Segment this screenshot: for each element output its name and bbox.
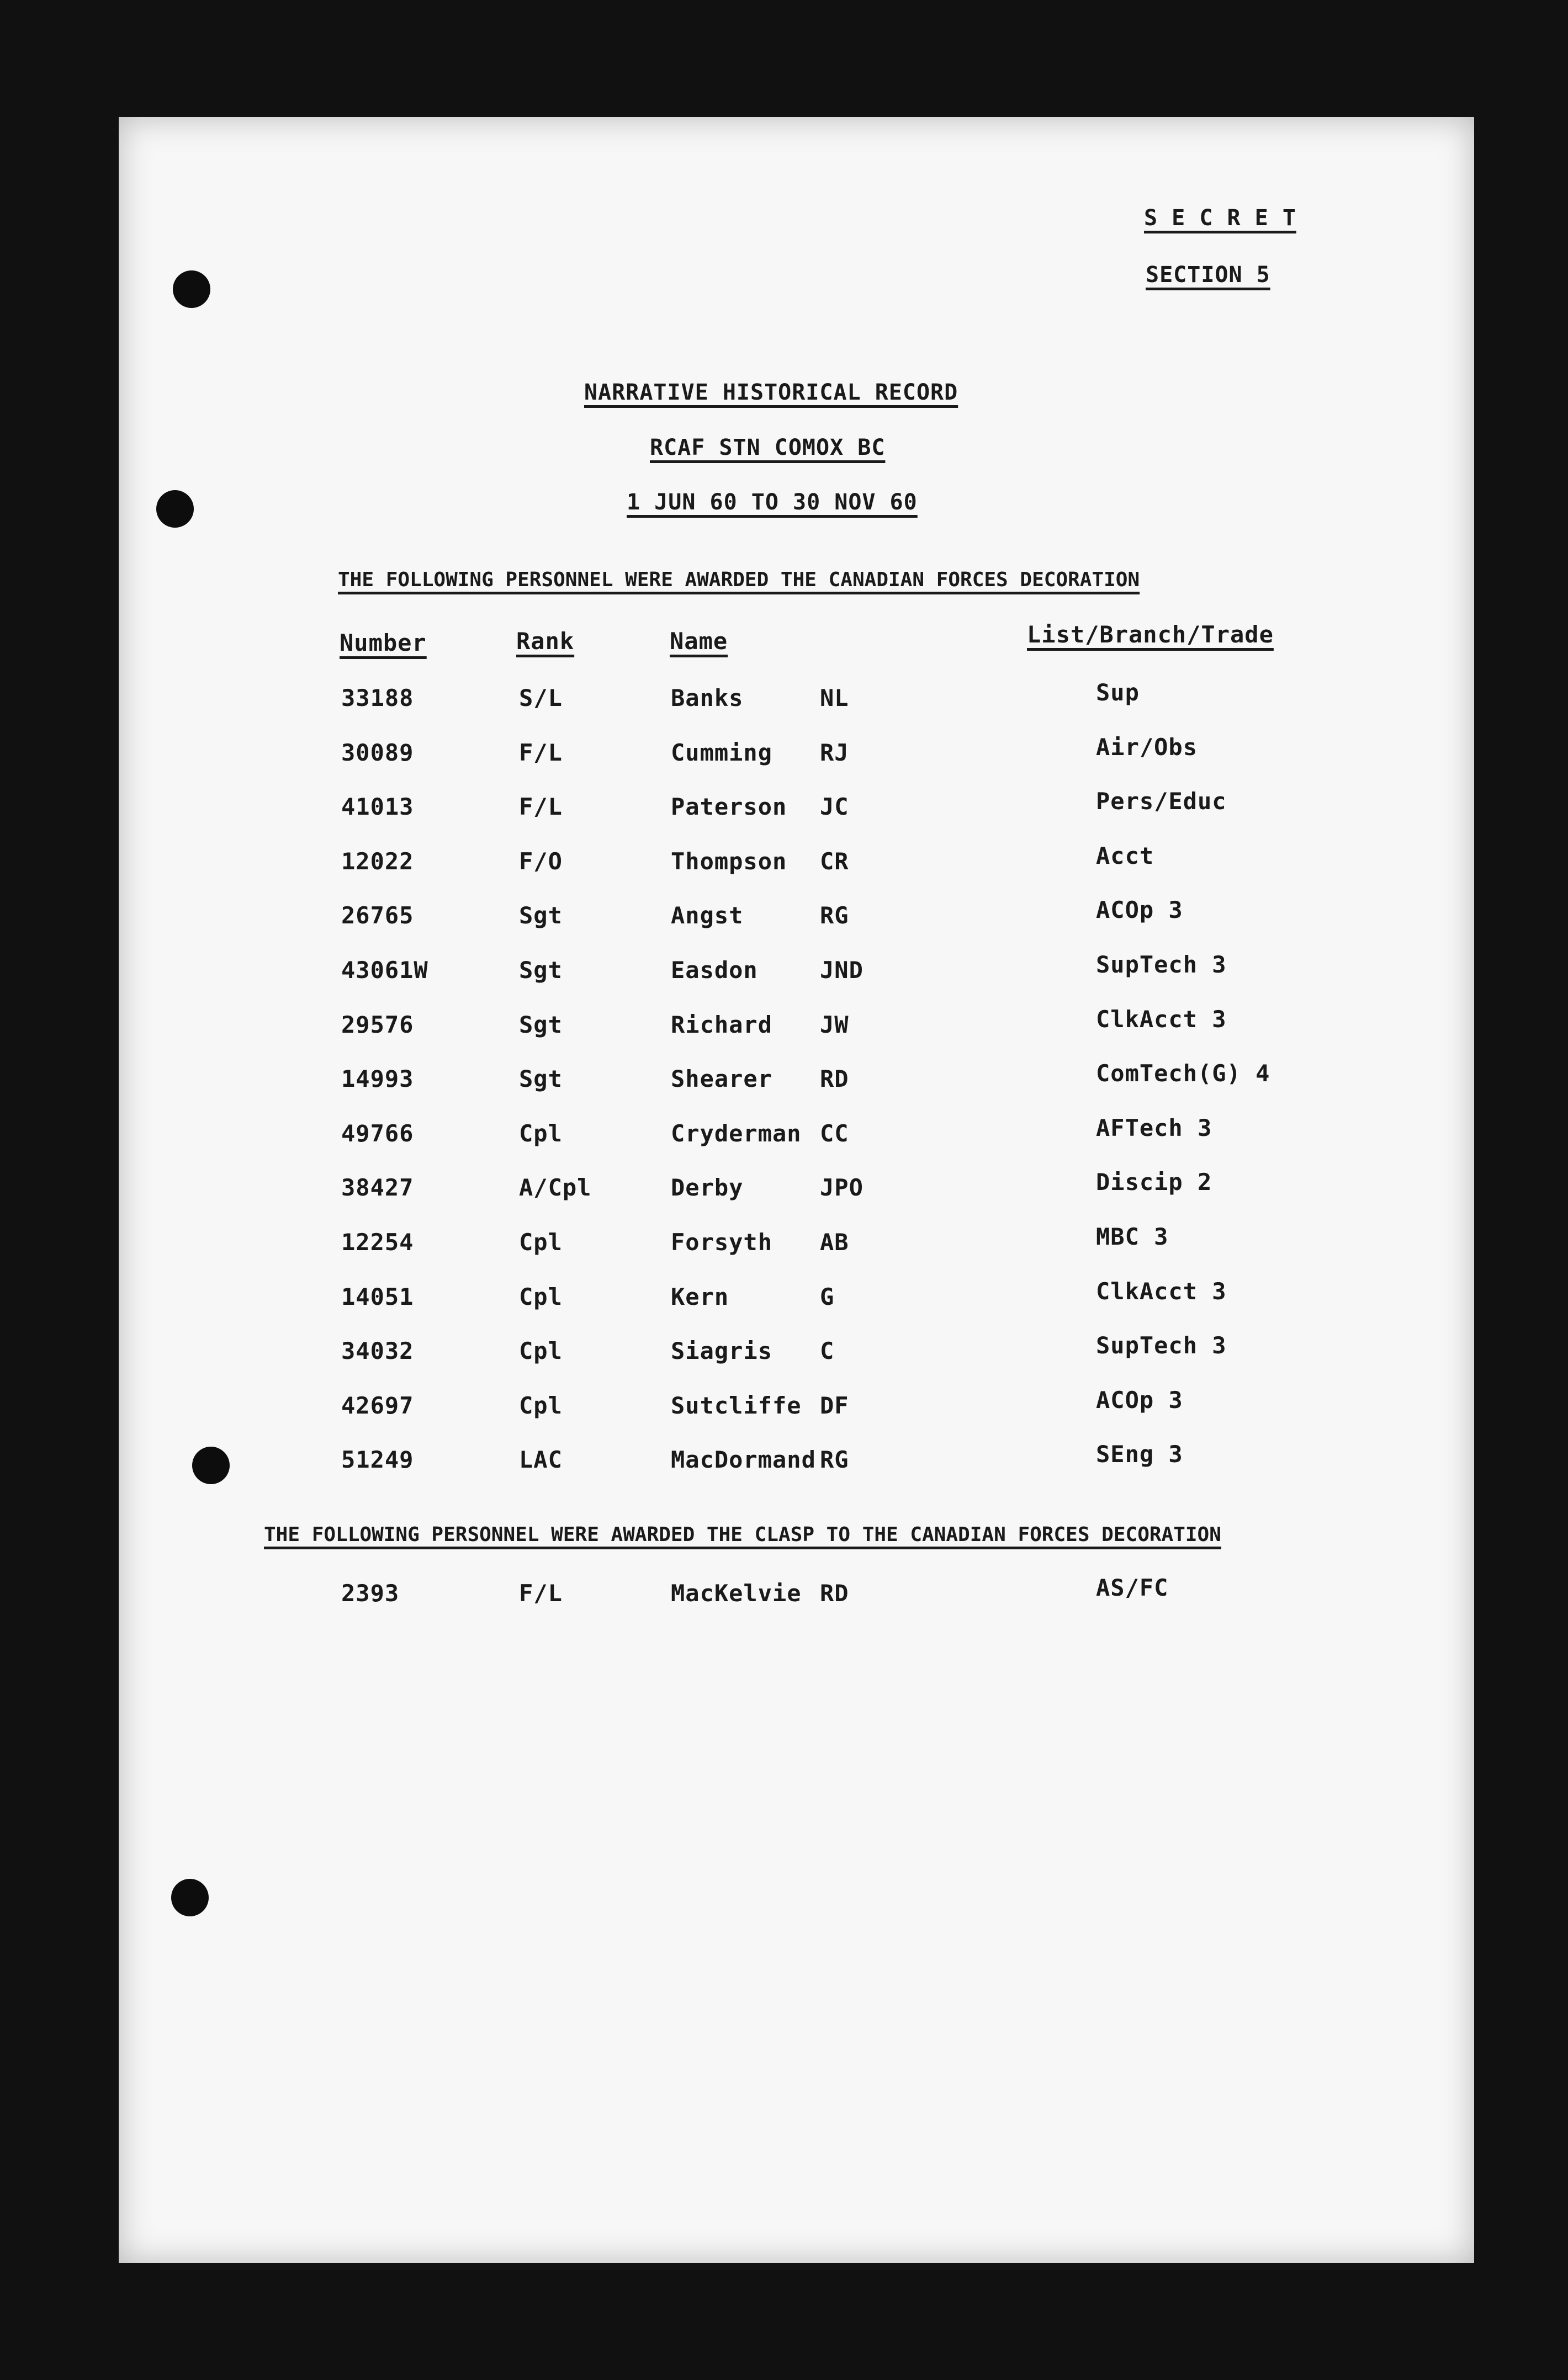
document-title: NARRATIVE HISTORICAL RECORD bbox=[584, 380, 958, 405]
row-number: 12254 bbox=[341, 1229, 414, 1256]
row-surname: Angst bbox=[671, 902, 744, 929]
row-surname: Sutcliffe bbox=[671, 1391, 802, 1419]
row-surname: Cryderman bbox=[671, 1119, 802, 1147]
row-surname: Forsyth bbox=[671, 1229, 773, 1256]
column-header-rank: Rank bbox=[516, 628, 575, 655]
row-trade: Discip 2 bbox=[1096, 1168, 1212, 1196]
row-rank: F/O bbox=[519, 847, 563, 875]
row-trade: Pers/Educ bbox=[1096, 788, 1227, 815]
punch-hole bbox=[192, 1447, 230, 1484]
row-number: 34032 bbox=[341, 1337, 414, 1365]
row-surname: Cumming bbox=[671, 739, 773, 766]
row-rank: Cpl bbox=[519, 1391, 563, 1419]
row-initials: RD bbox=[820, 1580, 849, 1607]
row-trade: SupTech 3 bbox=[1096, 1332, 1227, 1359]
row-trade: ClkAcct 3 bbox=[1096, 1277, 1227, 1305]
row-initials: CR bbox=[820, 847, 849, 875]
row-number: 43061W bbox=[341, 957, 428, 984]
row-rank: LAC bbox=[519, 1446, 563, 1474]
row-trade: ACOp 3 bbox=[1096, 896, 1183, 924]
row-number: 14051 bbox=[341, 1283, 414, 1310]
row-number: 42697 bbox=[341, 1391, 414, 1419]
row-initials: RG bbox=[820, 1446, 849, 1474]
row-initials: CC bbox=[820, 1119, 849, 1147]
row-initials: NL bbox=[820, 684, 849, 711]
row-number: 49766 bbox=[341, 1119, 414, 1147]
row-initials: JND bbox=[820, 957, 864, 984]
row-surname: Kern bbox=[671, 1283, 729, 1310]
row-initials: JW bbox=[820, 1011, 849, 1038]
row-surname: Derby bbox=[671, 1174, 744, 1202]
column-header-name: Name bbox=[670, 628, 728, 655]
row-number: 41013 bbox=[341, 793, 414, 821]
row-number: 26765 bbox=[341, 902, 414, 929]
row-rank: F/L bbox=[519, 793, 563, 821]
row-surname: Paterson bbox=[671, 793, 787, 821]
row-trade: ClkAcct 3 bbox=[1096, 1005, 1227, 1033]
row-trade: ComTech(G) 4 bbox=[1096, 1060, 1270, 1087]
row-number: 29576 bbox=[341, 1011, 414, 1038]
row-initials: G bbox=[820, 1283, 835, 1310]
row-rank: Cpl bbox=[519, 1119, 563, 1147]
punch-hole bbox=[173, 270, 210, 308]
row-trade: AFTech 3 bbox=[1096, 1114, 1212, 1141]
row-surname: Shearer bbox=[671, 1065, 773, 1093]
row-initials: JC bbox=[820, 793, 849, 821]
column-header-number: Number bbox=[340, 629, 427, 656]
row-initials: RG bbox=[820, 902, 849, 929]
row-surname: Thompson bbox=[671, 847, 787, 875]
row-trade: SEng 3 bbox=[1096, 1441, 1183, 1468]
row-surname: Easdon bbox=[671, 957, 758, 984]
row-surname: Richard bbox=[671, 1011, 773, 1038]
row-initials: RJ bbox=[820, 739, 849, 766]
row-rank: Sgt bbox=[519, 902, 563, 929]
classification-label: S E C R E T bbox=[1144, 205, 1296, 231]
row-initials: DF bbox=[820, 1391, 849, 1419]
row-surname: MacDormand bbox=[671, 1446, 816, 1474]
document-station: RCAF STN COMOX BC bbox=[650, 435, 886, 460]
row-number: 33188 bbox=[341, 684, 414, 711]
clasp-heading: THE FOLLOWING PERSONNEL WERE AWARDED THE CLASP TO THE CANADIAN FORCES DECORATION bbox=[264, 1523, 1221, 1546]
row-rank: Cpl bbox=[519, 1337, 563, 1365]
column-header-trade: List/Branch/Trade bbox=[1027, 621, 1274, 648]
row-rank: Sgt bbox=[519, 957, 563, 984]
section-label: SECTION 5 bbox=[1146, 262, 1270, 288]
row-rank: Sgt bbox=[519, 1011, 563, 1038]
row-number: 51249 bbox=[341, 1446, 414, 1474]
row-rank: F/L bbox=[519, 739, 563, 766]
row-surname: MacKelvie bbox=[671, 1580, 802, 1607]
cfd-heading: THE FOLLOWING PERSONNEL WERE AWARDED THE CANADIAN FORCES DECORATION bbox=[338, 569, 1140, 591]
row-rank: S/L bbox=[519, 684, 563, 711]
row-trade: AS/FC bbox=[1096, 1574, 1169, 1601]
row-trade: Air/Obs bbox=[1096, 733, 1198, 761]
row-initials: AB bbox=[820, 1229, 849, 1256]
row-number: 14993 bbox=[341, 1065, 414, 1093]
row-initials: C bbox=[820, 1337, 835, 1365]
row-surname: Banks bbox=[671, 684, 744, 711]
row-rank: A/Cpl bbox=[519, 1174, 592, 1202]
row-initials: RD bbox=[820, 1065, 849, 1093]
row-trade: Sup bbox=[1096, 679, 1140, 706]
row-trade: ACOp 3 bbox=[1096, 1386, 1183, 1414]
row-trade: MBC 3 bbox=[1096, 1223, 1169, 1250]
row-number: 30089 bbox=[341, 739, 414, 766]
row-surname: Siagris bbox=[671, 1337, 773, 1365]
row-number: 2393 bbox=[341, 1580, 400, 1607]
row-trade: Acct bbox=[1096, 842, 1154, 869]
row-rank: F/L bbox=[519, 1580, 563, 1607]
row-number: 38427 bbox=[341, 1174, 414, 1202]
row-initials: JPO bbox=[820, 1174, 864, 1202]
row-rank: Cpl bbox=[519, 1283, 563, 1310]
row-rank: Sgt bbox=[519, 1065, 563, 1093]
document-period: 1 JUN 60 TO 30 NOV 60 bbox=[627, 490, 918, 515]
punch-hole bbox=[156, 490, 194, 528]
row-trade: SupTech 3 bbox=[1096, 951, 1227, 978]
punch-hole bbox=[171, 1879, 209, 1916]
row-number: 12022 bbox=[341, 847, 414, 875]
row-rank: Cpl bbox=[519, 1229, 563, 1256]
